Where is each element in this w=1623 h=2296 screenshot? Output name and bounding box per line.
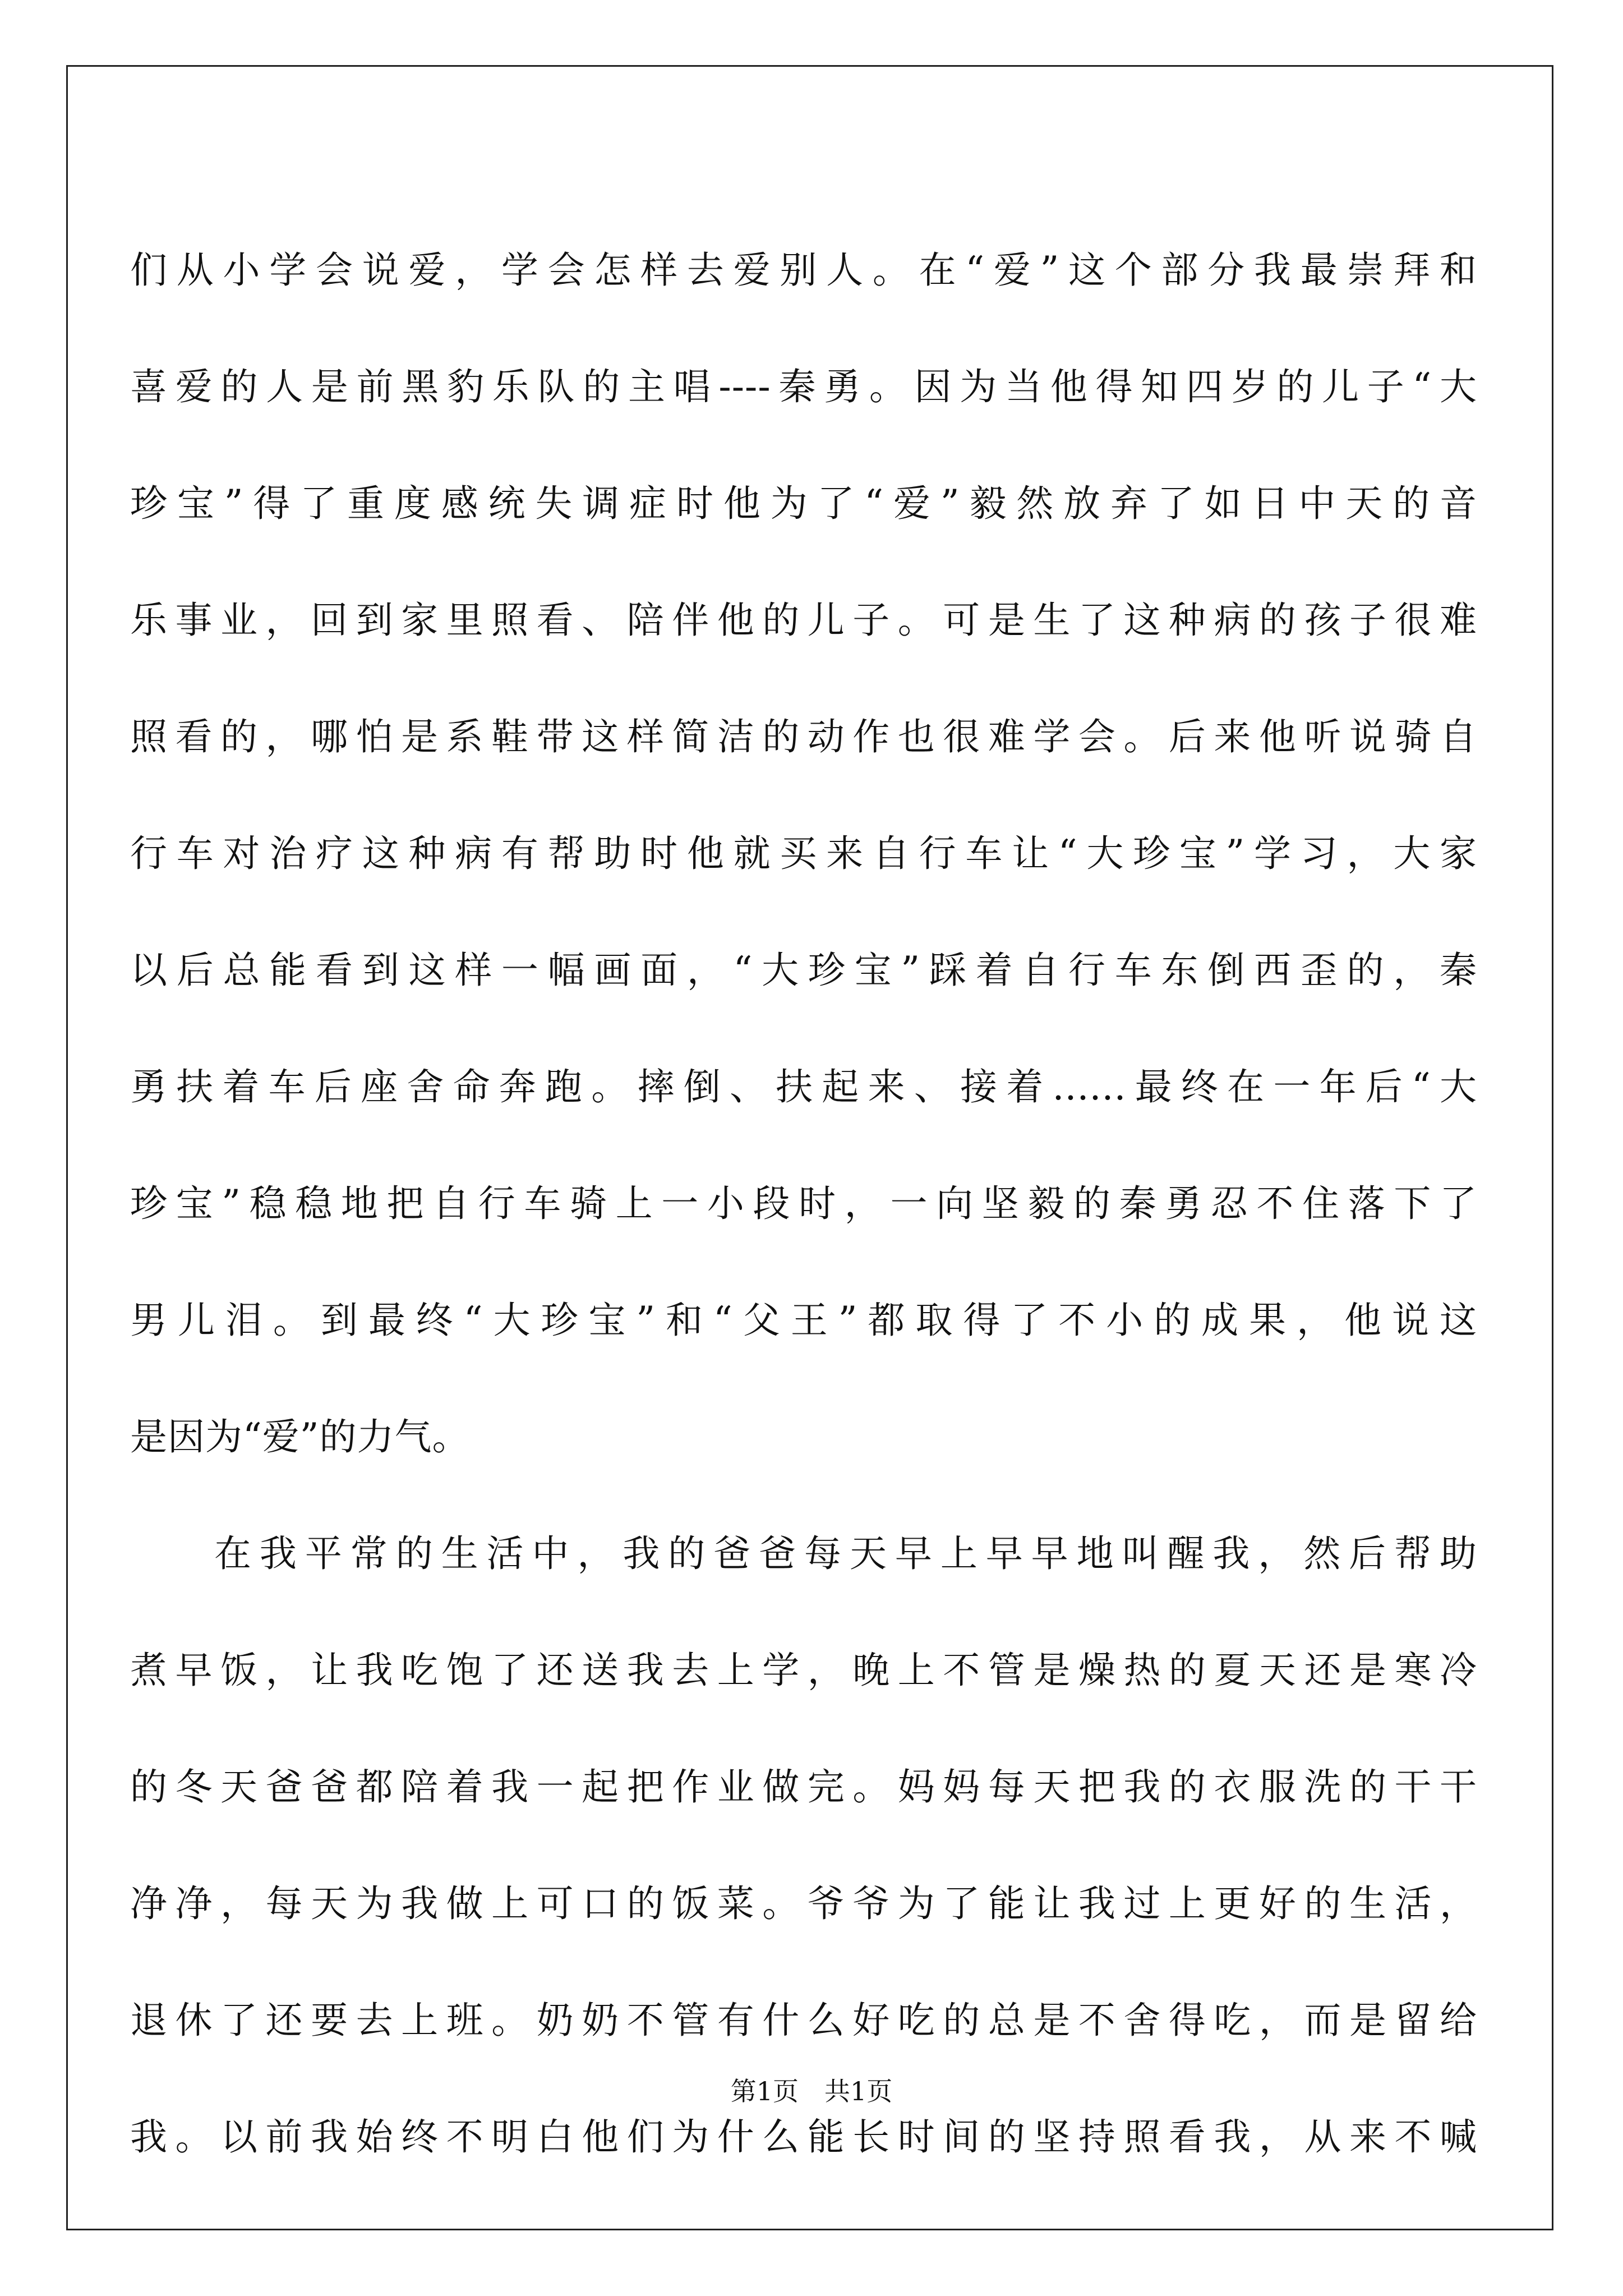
text-line: 的冬天爸爸都陪着我一起把作业做完。妈妈每天把我的衣服洗的干干 bbox=[130, 1765, 1477, 1809]
paragraph-end-line: 是因为“爱”的力气。 bbox=[130, 1415, 470, 1458]
paragraph-start-line: 在我平常的生活中，我的爸爸每天早上早早地叫醒我，然后帮助 bbox=[214, 1532, 1477, 1575]
text-line: 乐事业，回到家里照看、陪伴他的儿子。可是生了这种病的孩子很难 bbox=[130, 599, 1477, 642]
text-line: 喜爱的人是前黑豹乐队的主唱----秦勇。因为当他得知四岁的儿子“大 bbox=[130, 365, 1477, 408]
page-total: 共1页 bbox=[824, 2076, 893, 2106]
text-line: 勇扶着车后座舍命奔跑。摔倒、扶起来、接着......最终在一年后“大 bbox=[130, 1065, 1477, 1108]
text-line: 男儿泪。到最终“大珍宝”和“父王”都取得了不小的成果，他说这 bbox=[130, 1299, 1477, 1342]
text-line: 行车对治疗这种病有帮助时他就买来自行车让“大珍宝”学习，大家 bbox=[130, 832, 1477, 875]
text-line: 珍宝”稳稳地把自行车骑上一小段时，一向坚毅的秦勇忍不住落下了 bbox=[130, 1182, 1477, 1225]
page-number: 第1页 bbox=[730, 2076, 799, 2106]
text-line: 照看的，哪怕是系鞋带这样简洁的动作也很难学会。后来他听说骑自 bbox=[130, 715, 1477, 758]
document-body bbox=[130, 212, 1477, 2196]
text-line: 退休了还要去上班。奶奶不管有什么好吃的总是不舍得吃，而是留给 bbox=[130, 1999, 1477, 2042]
page-footer bbox=[0, 2074, 1623, 2108]
text-line: 们从小学会说爱，学会怎样去爱别人。在“爱”这个部分我最崇拜和 bbox=[130, 249, 1477, 292]
text-line: 净净，每天为我做上可口的饭菜。爷爷为了能让我过上更好的生活， bbox=[130, 1882, 1477, 1925]
text-line: 珍宝”得了重度感统失调症时他为了“爱”毅然放弃了如日中天的音 bbox=[130, 482, 1477, 525]
text-line: 我。以前我始终不明白他们为什么能长时间的坚持照看我，从来不喊 bbox=[130, 2115, 1477, 2159]
text-line: 煮早饭，让我吃饱了还送我去上学，晚上不管是燥热的夏天还是寒冷 bbox=[130, 1649, 1477, 1692]
text-line: 以后总能看到这样一幅画面，“大珍宝”踩着自行车东倒西歪的，秦 bbox=[130, 949, 1477, 992]
